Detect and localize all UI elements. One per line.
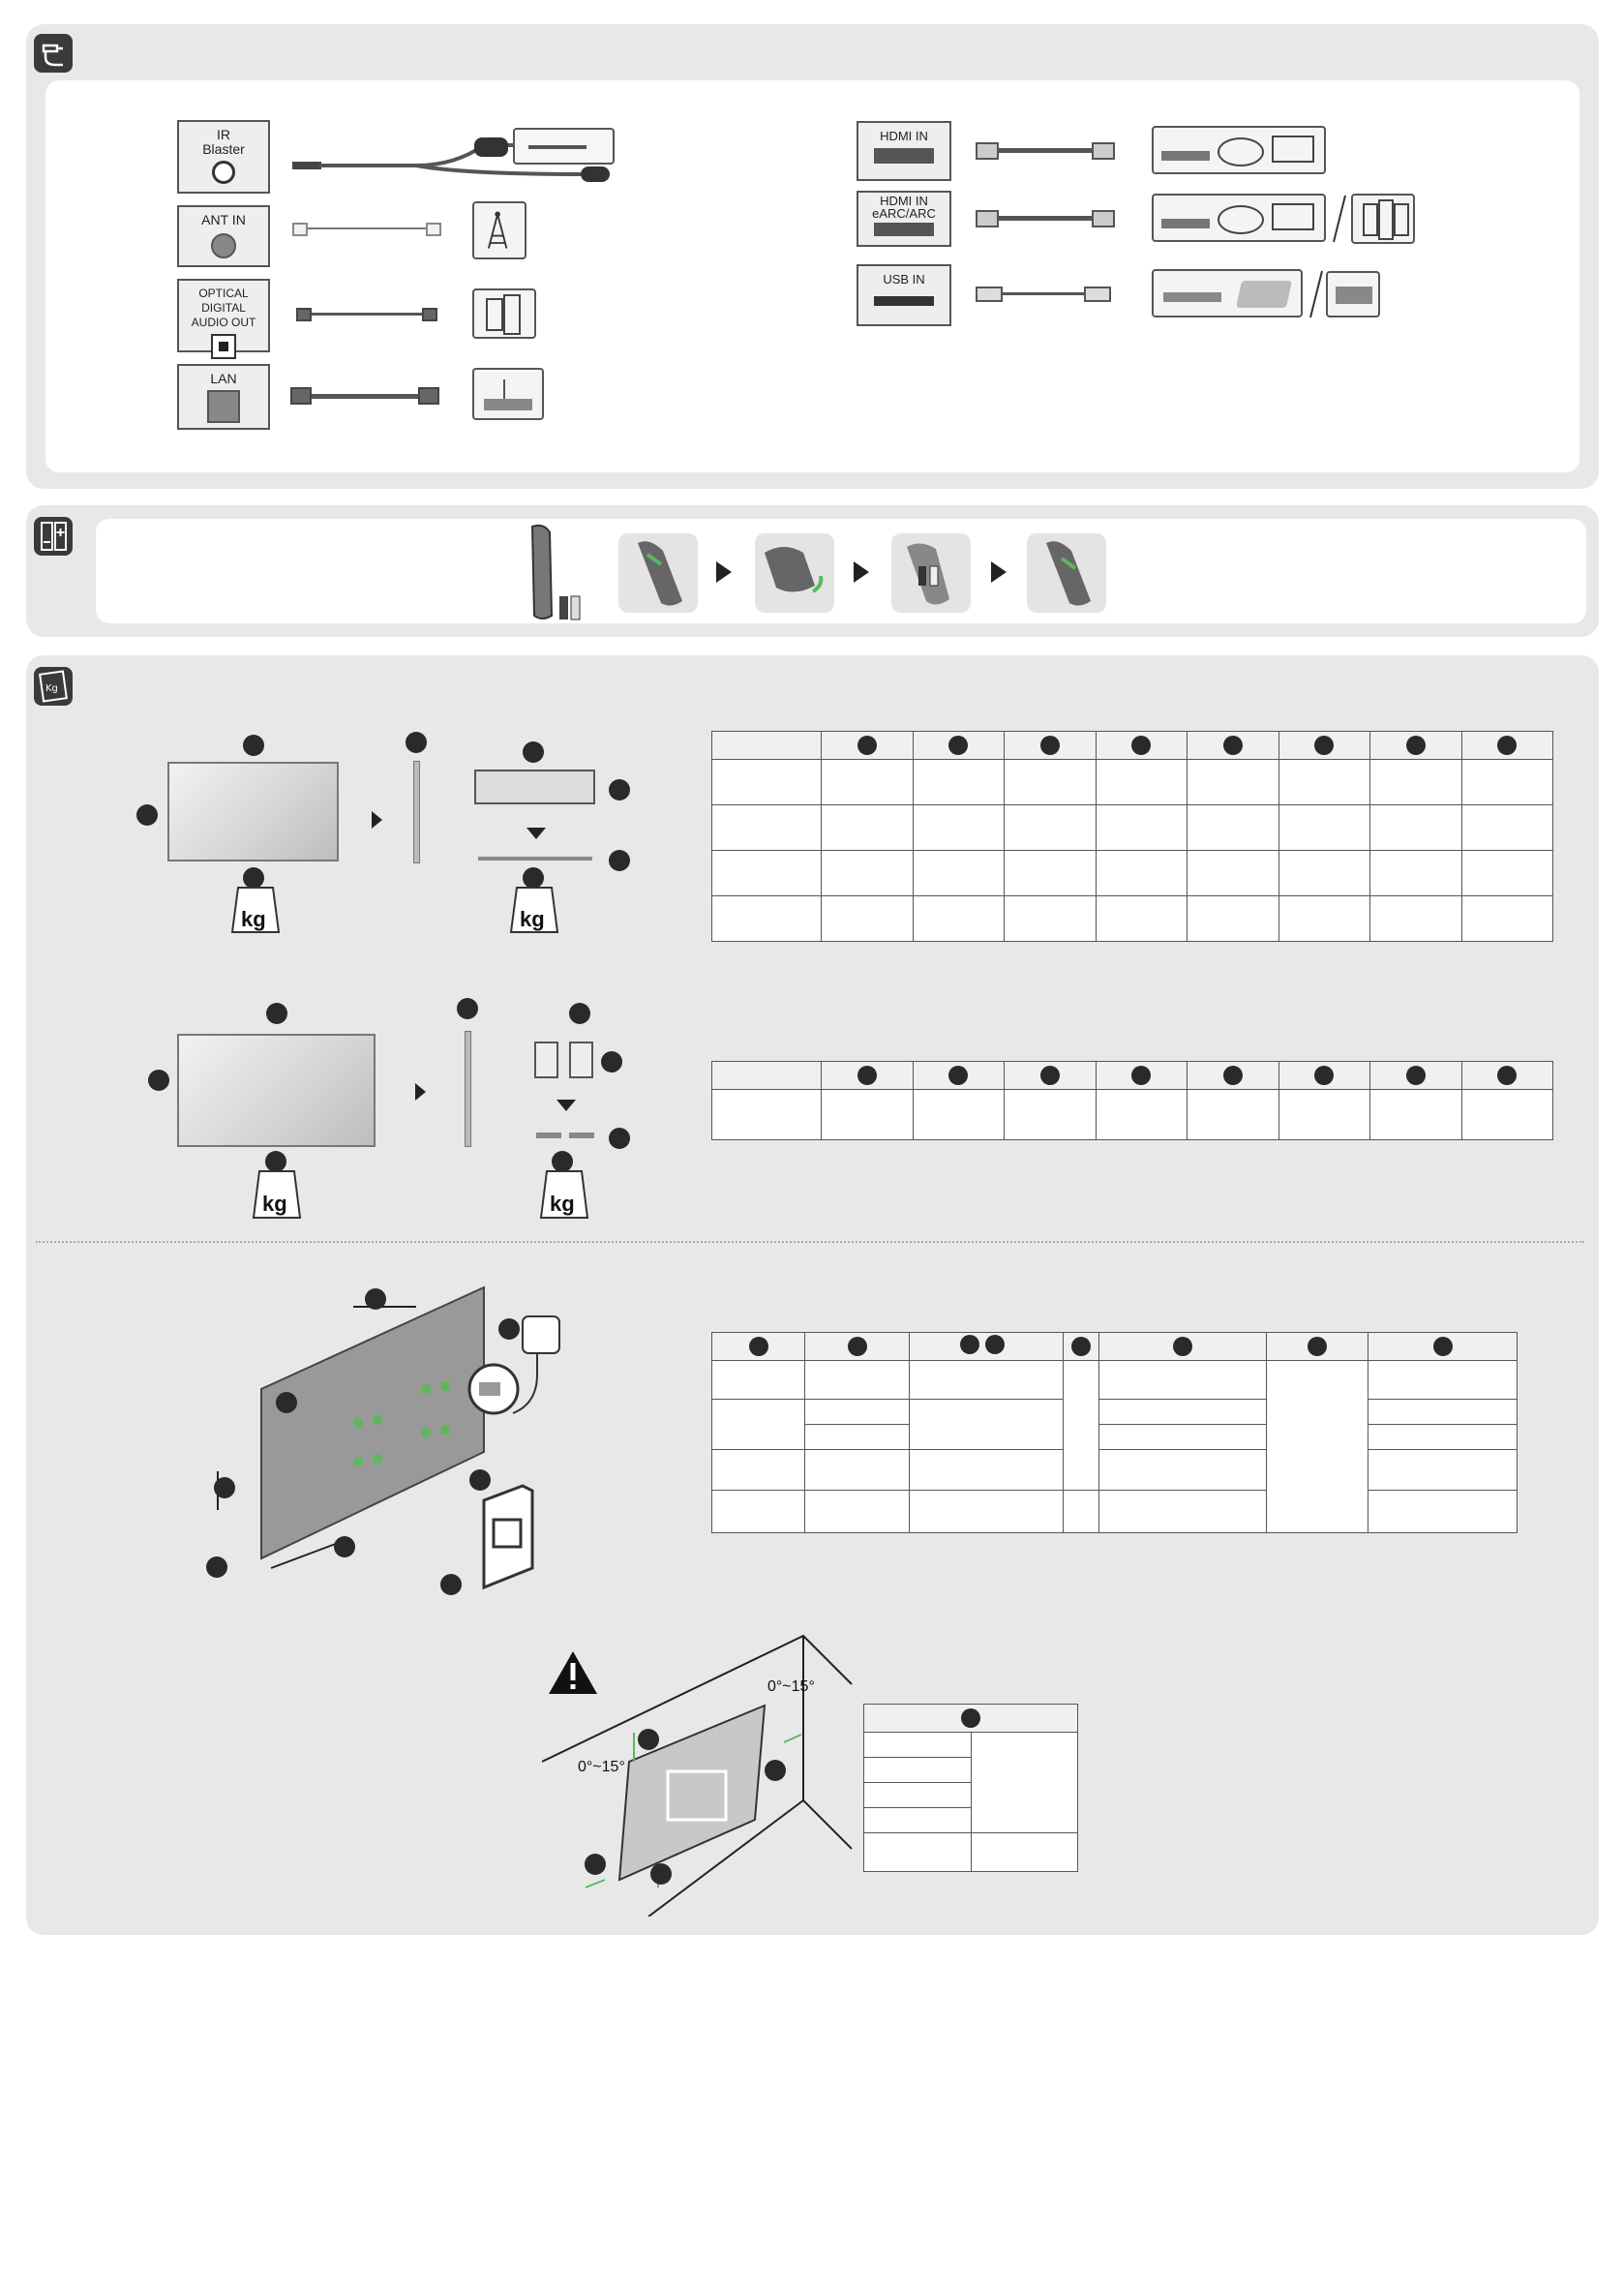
cable-connection-icon xyxy=(34,34,73,73)
dim-c-dot-1 xyxy=(406,732,427,753)
dim-b-dot-1 xyxy=(136,804,158,826)
rotate-arrow-1 xyxy=(372,811,382,829)
wall-dot-a xyxy=(365,1288,386,1310)
dim-c-dot-2 xyxy=(457,998,478,1019)
dim-a-dot-2 xyxy=(266,1003,287,1024)
spec-table-2-row xyxy=(712,1090,1553,1140)
tv-front-2 xyxy=(177,1034,376,1147)
dim-e-dot-2 xyxy=(601,1051,622,1072)
dim-b-dot-2 xyxy=(148,1070,169,1091)
stand-down-arrow-1 xyxy=(526,828,546,839)
dim-f-dot-2 xyxy=(609,1128,630,1149)
tilt-angle-label-left: 0°~15° xyxy=(578,1759,625,1775)
stand-base-2a xyxy=(536,1133,561,1138)
ant-in-label: ANT IN xyxy=(201,212,246,227)
kg-label-2a: kg xyxy=(262,1192,287,1216)
battery-icon xyxy=(34,517,73,556)
antenna-device xyxy=(472,201,526,259)
spec-table-1-header xyxy=(712,732,1553,760)
stand-base-2b xyxy=(569,1133,594,1138)
svg-text:Kg: Kg xyxy=(45,683,58,694)
separator-slash-2 xyxy=(1307,269,1326,319)
ant-cable xyxy=(308,227,426,229)
dim-d-dot-2 xyxy=(569,1003,590,1024)
hdmi-devices xyxy=(1152,126,1326,174)
hdmi-plug-right xyxy=(1092,142,1115,160)
optical-plug-left xyxy=(296,308,312,321)
wall-dot-g xyxy=(469,1469,491,1491)
hdmi-in-label: HDMI IN xyxy=(880,129,928,143)
optical-audio-port xyxy=(177,279,270,352)
stand-down-arrow-2 xyxy=(556,1100,576,1111)
hdmi-in-port xyxy=(857,121,951,181)
stand-base-1 xyxy=(478,857,592,861)
wall-dot-f xyxy=(498,1318,520,1340)
spec-table-2-header xyxy=(712,1062,1553,1090)
separator-slash-1 xyxy=(1330,194,1349,244)
wall-dot-e xyxy=(334,1536,355,1557)
wall-dot-b xyxy=(276,1392,297,1413)
wall-mount-table-row xyxy=(712,1425,1518,1450)
kg-label-1a: kg xyxy=(241,907,266,931)
hdmi-earc-label: HDMI IN eARC/ARC xyxy=(872,194,936,221)
lan-cable xyxy=(312,394,418,399)
ir-plug xyxy=(292,162,321,169)
earc-plug-left xyxy=(976,210,999,227)
dim-e-dot-1 xyxy=(609,779,630,801)
remote-control-image xyxy=(523,523,590,623)
ant-plug-left xyxy=(292,223,308,236)
tilt-table-row xyxy=(864,1833,1078,1872)
hdmi-cable xyxy=(999,148,1092,153)
earc-cable xyxy=(999,216,1092,221)
wall-mount-table-row xyxy=(712,1450,1518,1491)
usb-plug-right xyxy=(1084,287,1111,302)
lan-plug-right xyxy=(418,387,439,405)
step-arrow-1 xyxy=(716,561,732,583)
optical-audio-label: OPTICAL DIGITAL AUDIO OUT xyxy=(191,287,256,329)
usb-storage-devices xyxy=(1152,269,1303,317)
stand-foot-2a xyxy=(534,1042,558,1078)
wall-dot-d xyxy=(206,1556,227,1578)
tilt-dot-d xyxy=(650,1863,672,1885)
usb-in-label: USB IN xyxy=(883,272,925,287)
tilt-table-row xyxy=(864,1733,1078,1758)
remote-step-4 xyxy=(1027,533,1106,613)
tv-side-1 xyxy=(413,761,420,863)
speaker-device xyxy=(472,288,536,339)
dim-a-dot-1 xyxy=(243,735,264,756)
usb-stick xyxy=(1326,271,1380,317)
spec-table-2 xyxy=(711,1061,1553,1140)
tv-side-2 xyxy=(465,1031,471,1147)
lan-port xyxy=(177,364,270,430)
dim-f-dot-1 xyxy=(609,850,630,871)
tilt-table-header xyxy=(864,1705,1078,1733)
lan-plug-left xyxy=(290,387,312,405)
spec-table-1-row xyxy=(712,760,1553,805)
wall-mount-table xyxy=(711,1332,1518,1533)
spec-table-1-row xyxy=(712,805,1553,851)
tilt-dot-a xyxy=(638,1729,659,1750)
earc-devices xyxy=(1152,194,1326,242)
step-arrow-2 xyxy=(854,561,869,583)
lan-label: LAN xyxy=(210,371,237,386)
router-device xyxy=(472,368,544,420)
wall-mount-table-row xyxy=(712,1491,1518,1533)
stand-diagram-1 xyxy=(474,770,595,804)
dim-d-dot-1 xyxy=(523,741,544,763)
tv-front-1 xyxy=(167,762,339,861)
ant-plug-right xyxy=(426,223,441,236)
spec-table-1-row xyxy=(712,896,1553,942)
wall-mount-table-row xyxy=(712,1361,1518,1400)
ir-blaster-port xyxy=(177,120,270,194)
usb-cable xyxy=(1003,292,1084,295)
optical-cable xyxy=(312,313,422,316)
ant-in-port xyxy=(177,205,270,267)
tilt-table xyxy=(863,1704,1078,1872)
remote-step-3 xyxy=(891,533,971,613)
wall-dot-c xyxy=(214,1477,235,1498)
remote-step-2 xyxy=(755,533,834,613)
wall-mount-table-row xyxy=(712,1400,1518,1425)
rotate-arrow-2 xyxy=(415,1083,426,1101)
section-divider xyxy=(36,1241,1584,1243)
kg-label-2b: kg xyxy=(550,1192,575,1216)
kg-label-1b: kg xyxy=(520,907,545,931)
tilt-angle-label-top: 0°~15° xyxy=(767,1678,815,1695)
tilt-dot-b xyxy=(765,1760,786,1781)
settop-box xyxy=(513,128,615,165)
stand-foot-2b xyxy=(569,1042,593,1078)
spec-table-1-row xyxy=(712,851,1553,896)
remote-step-1 xyxy=(618,533,698,613)
earc-plug-right xyxy=(1092,210,1115,227)
remote-inner xyxy=(96,519,1586,623)
usb-plug-left xyxy=(976,287,1003,302)
spec-table-1 xyxy=(711,731,1553,942)
weight-manual-icon xyxy=(34,667,73,706)
ir-blaster-label: IR Blaster xyxy=(202,127,245,157)
wall-mount-diagram xyxy=(203,1278,590,1607)
earc-speaker xyxy=(1351,194,1415,244)
tilt-dot-c xyxy=(585,1854,606,1875)
optical-plug-right xyxy=(422,308,437,321)
hdmi-earc-port xyxy=(857,191,951,247)
step-arrow-3 xyxy=(991,561,1007,583)
usb-in-port xyxy=(857,264,951,326)
hdmi-plug-left xyxy=(976,142,999,160)
wall-mount-table-header xyxy=(712,1333,1518,1361)
wall-dot-h xyxy=(440,1574,462,1595)
